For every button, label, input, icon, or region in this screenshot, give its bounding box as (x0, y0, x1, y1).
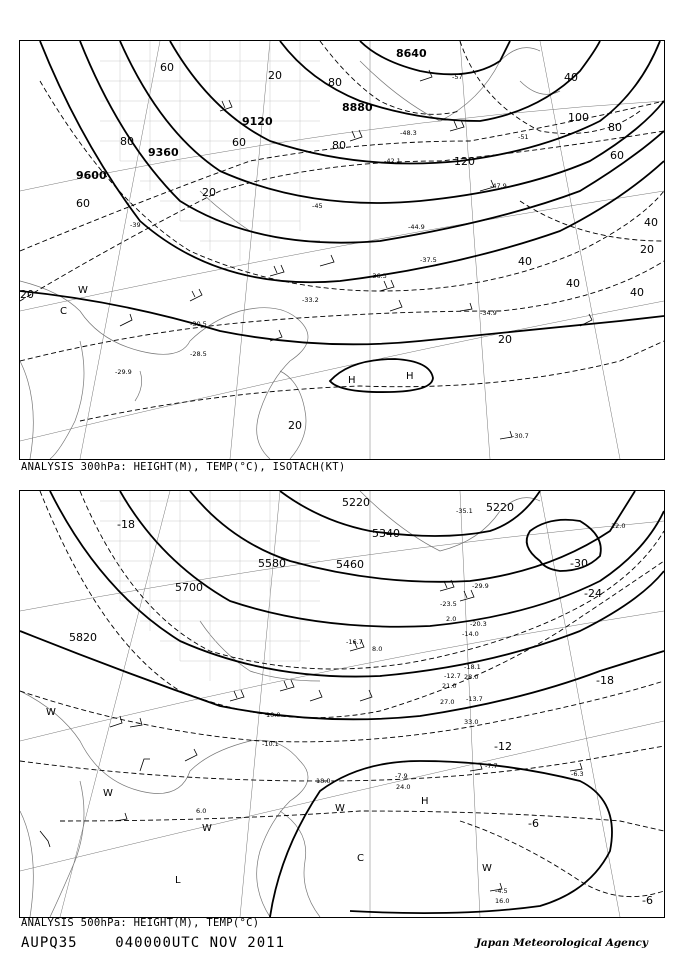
height-label: 5220 (342, 496, 370, 509)
isotach-label: 40 (518, 255, 532, 268)
station-obs: 6.0 (196, 807, 207, 815)
station-obs: 33.0 (464, 718, 479, 726)
station-obs: -20.3 (470, 620, 487, 628)
temp-obs: -39 (130, 221, 141, 229)
cold-label: C (60, 306, 67, 317)
isotherm-label: -30 (570, 557, 588, 570)
agency-credit: Japan Meteorological Agency (475, 937, 648, 949)
isotach-label: 120 (454, 155, 475, 168)
temp-obs: -37.5 (420, 256, 437, 264)
height-label: 9360 (148, 146, 179, 159)
isotach-label: 20 (20, 288, 34, 301)
warm-label: W (46, 707, 56, 718)
wind-barbs (40, 580, 582, 891)
temp-obs: -47.9 (490, 182, 507, 190)
warm-label: W (78, 285, 88, 296)
height-contours (20, 491, 664, 917)
station-obs: -35.1 (456, 507, 473, 515)
isotach-label: 80 (328, 76, 342, 89)
temperature-obs-300 (115, 73, 529, 440)
coastline (20, 491, 540, 917)
isotach-label: 40 (644, 216, 658, 229)
isotach-label: 100 (568, 111, 589, 124)
cold-label: C (357, 853, 364, 864)
height-label: 9120 (242, 115, 273, 128)
isotherm-label: -6 (642, 894, 653, 907)
station-obs: -13.7 (466, 695, 483, 703)
height-label hl: 5700 (175, 581, 203, 594)
map-300hpa-svg (20, 41, 664, 459)
station-obs: -14.0 (462, 630, 479, 638)
isotach-label: 60 (160, 61, 174, 74)
station-obs: 24.0 (396, 783, 411, 791)
temp-obs: -30.7 (512, 432, 529, 440)
isotherm-label: -12 (494, 740, 512, 753)
warm-label: W (335, 803, 345, 814)
height-label: 8880 (342, 101, 373, 114)
station-obs: -4.5 (495, 887, 508, 895)
isotach-label: 40 (566, 277, 580, 290)
temp-obs: -28.5 (190, 350, 207, 358)
isotach-label: 20 (202, 186, 216, 199)
temp-obs: -51 (518, 133, 529, 141)
height-label: 8640 (396, 47, 427, 60)
high-pressure-label: H (406, 371, 414, 382)
temp-obs: -45 (312, 202, 323, 210)
temp-obs: -42.1 (384, 157, 401, 165)
warm-label: W (482, 863, 492, 874)
height-label: 5340 (372, 527, 400, 540)
station-obs: -16.7 (346, 638, 363, 646)
station-obs: 18.0 (316, 777, 331, 785)
station-obs: 21.0 (442, 682, 457, 690)
temp-obs: -36.3 (370, 272, 387, 280)
station-obs: 10.0 (266, 711, 281, 719)
height-label: 5820 (69, 631, 97, 644)
station-obs: -12.7 (444, 672, 461, 680)
temp-obs: -29.9 (115, 368, 132, 376)
height-label: 5460 (336, 558, 364, 571)
station-obs: -18.1 (464, 663, 481, 671)
temp-obs: -33.2 (302, 296, 319, 304)
temp-obs: -48.3 (400, 129, 417, 137)
temp-obs: -57 (452, 73, 463, 81)
station-obs: 8.0 (372, 645, 383, 653)
map-panel-300hpa (19, 40, 665, 460)
isotach-label: 60 (76, 197, 90, 210)
isotach-label: 80 (120, 135, 134, 148)
isotach-label: 80 (332, 139, 346, 152)
chart-id: AUPQ35 (21, 935, 78, 951)
map-500hpa-svg (20, 491, 664, 917)
isotherm-label: -18 (117, 518, 135, 531)
isotach-label: 40 (564, 71, 578, 84)
panel-caption-500hpa: ANALYSIS 500hPa: HEIGHT(M), TEMP(°C) (21, 917, 260, 929)
high-pressure-label: H (348, 375, 356, 386)
height-label: 5220 (486, 501, 514, 514)
temp-obs: -34.9 (480, 309, 497, 317)
system-labels-300 (60, 285, 414, 386)
isotach-label: 40 (630, 286, 644, 299)
isotach-label: 60 (232, 136, 246, 149)
station-obs: 16.0 (495, 897, 510, 905)
station-obs: -10.1 (262, 740, 279, 748)
isotherm-lines (20, 491, 664, 897)
isotach-lines (20, 41, 664, 421)
isotach-label: 60 (610, 149, 624, 162)
chart-footer (21, 935, 285, 951)
station-obs: -6.3 (571, 770, 584, 778)
station-obs: -7.9 (395, 772, 408, 780)
height-contours (20, 41, 664, 392)
station-obs: 28.0 (464, 673, 479, 681)
station-obs: -23.5 (440, 600, 457, 608)
height-label: 5580 (258, 557, 286, 570)
isotach-label: 20 (498, 333, 512, 346)
map-panel-500hpa (19, 490, 665, 918)
isotach-label: 80 (608, 121, 622, 134)
station-obs: -29.9 (472, 582, 489, 590)
temp-labels-500 (117, 518, 653, 907)
isotach-label: 20 (268, 69, 282, 82)
low-pressure-label: L (175, 875, 181, 886)
isotach-label: 20 (288, 419, 302, 432)
coastline (20, 48, 560, 459)
panel-caption-300hpa: ANALYSIS 300hPa: HEIGHT(M), TEMP(°C), ISOTACH(KT) (21, 461, 346, 473)
isotach-label: 20 (640, 243, 654, 256)
station-obs: -7.7 (485, 762, 498, 770)
warm-label: W (103, 788, 113, 799)
station-obs: 2.0 (446, 615, 457, 623)
warm-label: W (202, 823, 212, 834)
valid-time: 040000UTC NOV 2011 (115, 935, 286, 951)
isotherm-label: -6 (528, 817, 539, 830)
temp-obs: -30.5 (190, 320, 207, 328)
height-label: 9600 (76, 169, 107, 182)
station-obs: 12.0 (611, 522, 626, 530)
high-pressure-label: H (421, 796, 429, 807)
station-obs: 27.0 (440, 698, 455, 706)
isotherm-label: -24 (584, 587, 602, 600)
temp-obs: -44.9 (408, 223, 425, 231)
isotherm-label: -18 (596, 674, 614, 687)
